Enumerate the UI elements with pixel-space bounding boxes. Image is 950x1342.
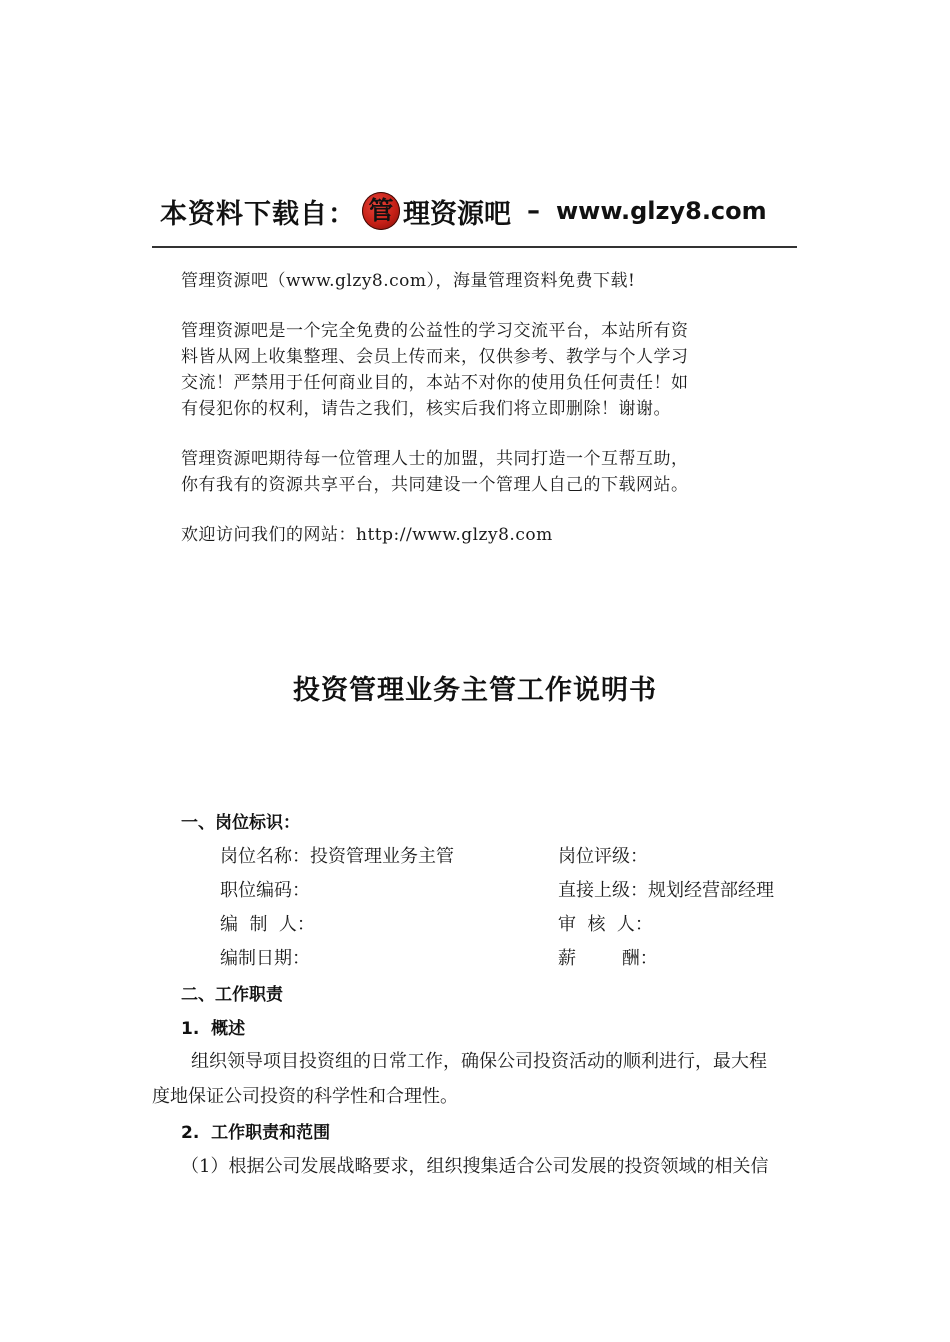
- intro-line: [181, 268, 781, 294]
- disclaimer-line: 料皆从网上收集整理、会员上传而来，仅供参考、教学与个人学习: [181, 347, 689, 367]
- banner-dash: –: [527, 196, 540, 226]
- intro-text: 管理资源吧（www.glzy8.com），海量管理资料免费下载!: [181, 271, 636, 291]
- banner-url: www.glzy8.com: [556, 197, 767, 225]
- logo-icon: 管: [362, 192, 400, 230]
- overview-text-line: 度地保证公司投资的科学性和合理性。: [152, 1086, 458, 1107]
- disclaimer-line: 有侵犯你的权利，请告之我们，核实后我们将立即删除！谢谢。: [181, 399, 671, 419]
- subheading-overview: 1. 概述: [181, 1019, 246, 1039]
- field-position-name: 岗位名称：投资管理业务主管: [220, 846, 454, 867]
- invite-line: 管理资源吧期待每一位管理人士的加盟，共同打造一个互帮互助，: [181, 449, 689, 469]
- field-job-code: 职位编码：: [220, 880, 310, 901]
- disclaimer-line: 管理资源吧是一个完全免费的公益性的学习交流平台，本站所有资: [181, 321, 689, 341]
- banner-site-name: 理资源吧: [403, 198, 511, 230]
- intro-paragraph-invite: [181, 446, 781, 498]
- field-salary: 薪 酬：: [558, 948, 658, 969]
- banner-divider: [152, 246, 797, 248]
- section-heading-position-id: 一、岗位标识：: [181, 813, 300, 833]
- overview-text-line: 组织领导项目投资组的日常工作，确保公司投资活动的顺利进行，最大程: [191, 1051, 767, 1072]
- download-source-banner: [160, 188, 800, 234]
- section-heading-duties: 二、工作职责: [181, 985, 283, 1005]
- banner-prefix: 本资料下载自：: [160, 198, 356, 230]
- document-title: 投资管理业务主管工作说明书: [293, 675, 657, 706]
- field-compile-date: 编制日期：: [220, 948, 310, 969]
- field-reviewer: 审 核 人：: [558, 914, 653, 935]
- intro-visit: [181, 522, 781, 548]
- field-position-grade: 岗位评级：: [558, 846, 648, 867]
- invite-line: 你有我有的资源共享平台，共同建设一个管理人自己的下载网站。: [181, 475, 689, 495]
- disclaimer-line: 交流！严禁用于任何商业目的，本站不对你的使用负任何责任！如: [181, 373, 689, 393]
- field-author: 编 制 人：: [220, 914, 315, 935]
- duty-item: （1）根据公司发展战略要求，组织搜集适合公司发展的投资领域的相关信: [181, 1156, 769, 1177]
- subheading-duties-scope: 2. 工作职责和范围: [181, 1123, 331, 1143]
- intro-paragraph-disclaimer: [181, 318, 781, 422]
- field-direct-superior: 直接上级：规划经营部经理: [558, 880, 774, 901]
- visit-text: 欢迎访问我们的网站：http://www.glzy8.com: [181, 525, 553, 545]
